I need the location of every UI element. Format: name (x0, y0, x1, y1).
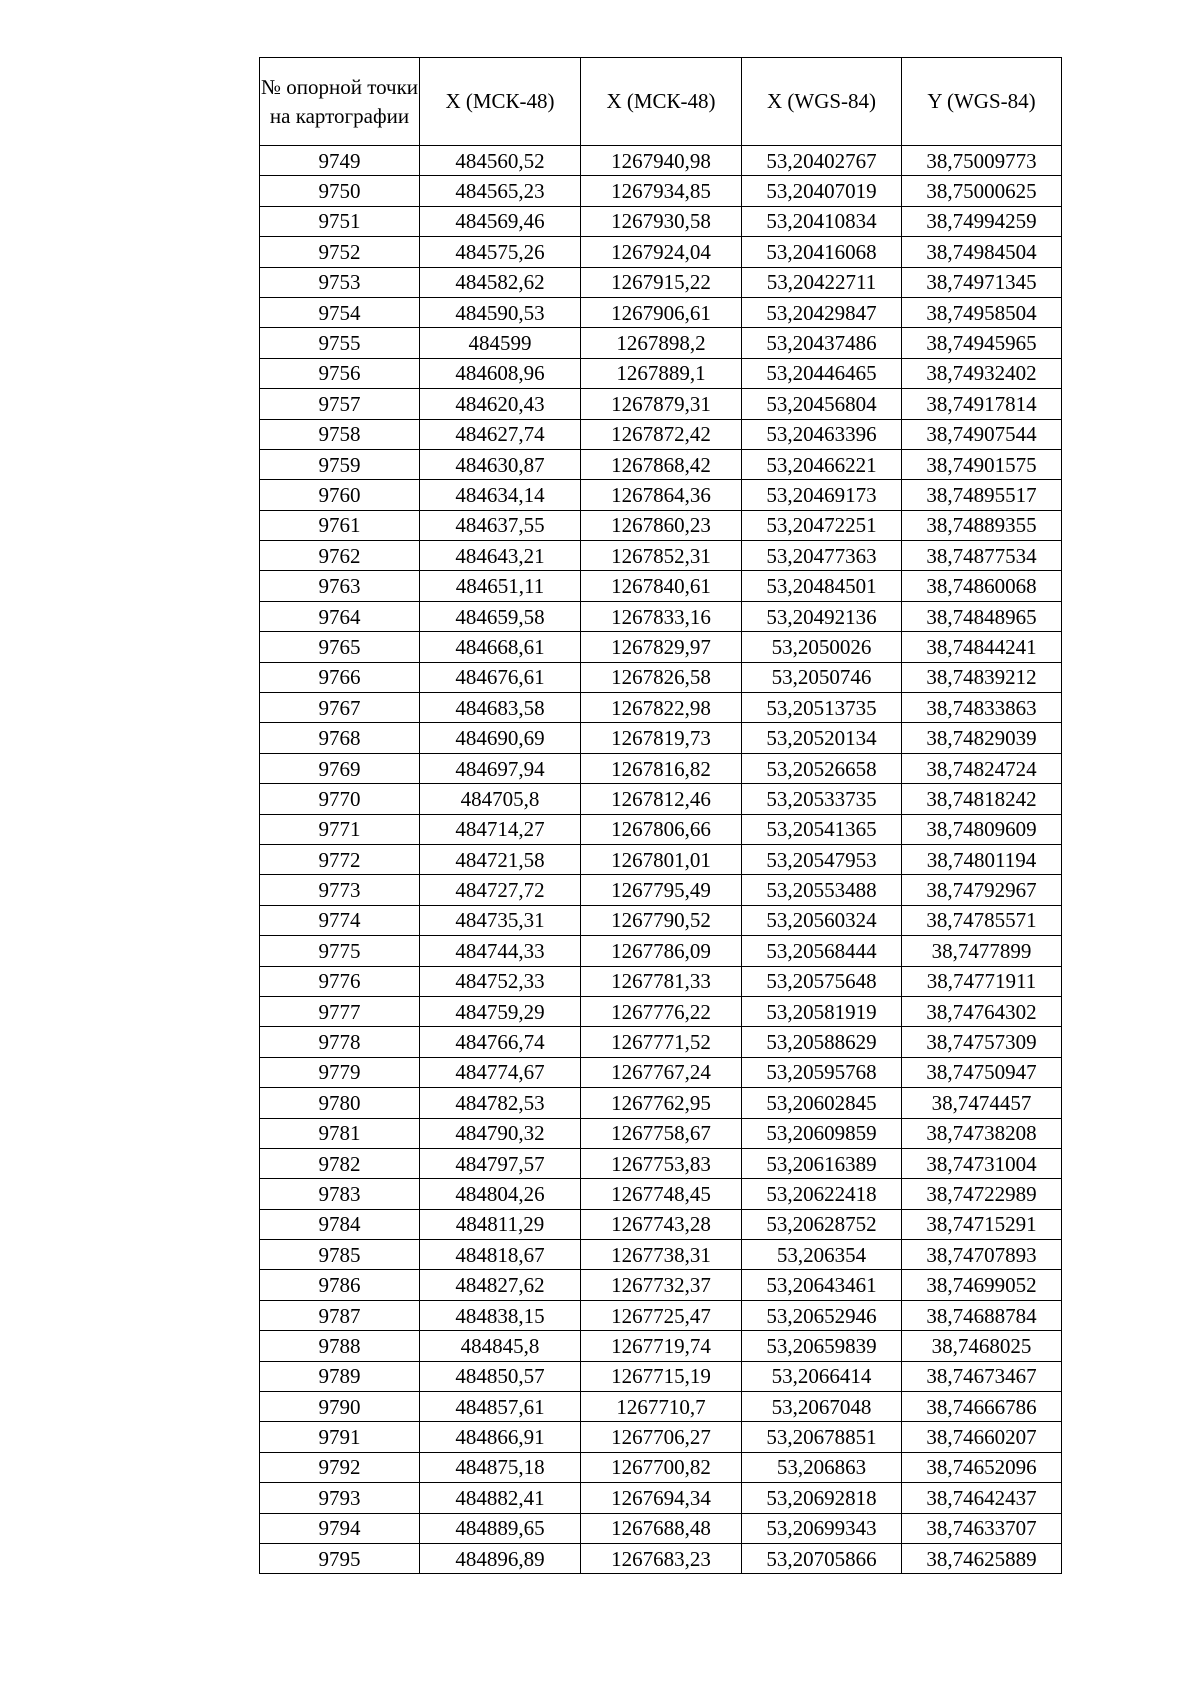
cell-x-wgs84: 53,20678851 (742, 1422, 902, 1452)
cell-point-number: 9785 (260, 1240, 420, 1270)
cell-point-number: 9795 (260, 1543, 420, 1573)
cell-point-number: 9774 (260, 905, 420, 935)
cell-x-wgs84: 53,20541365 (742, 814, 902, 844)
cell-x-wgs84: 53,20477363 (742, 541, 902, 571)
cell-y-wgs84: 38,74818242 (902, 784, 1062, 814)
cell-x-wgs84: 53,20429847 (742, 297, 902, 327)
table-row (260, 297, 1062, 327)
cell-x-msk48-second: 1267719,74 (581, 1331, 742, 1361)
cell-x-msk48-second: 1267753,83 (581, 1148, 742, 1178)
cell-y-wgs84: 38,74757309 (902, 1027, 1062, 1057)
cell-point-number: 9782 (260, 1148, 420, 1178)
cell-x-msk48-second: 1267748,45 (581, 1179, 742, 1209)
cell-x-wgs84: 53,2050026 (742, 632, 902, 662)
cell-y-wgs84: 38,74642437 (902, 1483, 1062, 1513)
table-row (260, 1331, 1062, 1361)
cell-point-number: 9787 (260, 1300, 420, 1330)
cell-x-msk48: 484634,14 (420, 480, 581, 510)
cell-x-wgs84: 53,20622418 (742, 1179, 902, 1209)
cell-y-wgs84: 38,74707893 (902, 1240, 1062, 1270)
table-row (260, 1361, 1062, 1391)
cell-point-number: 9753 (260, 267, 420, 297)
cell-point-number: 9776 (260, 966, 420, 996)
table-row (260, 966, 1062, 996)
table-row (260, 1179, 1062, 1209)
cell-x-msk48-second: 1267934,85 (581, 176, 742, 206)
cell-point-number: 9772 (260, 844, 420, 874)
cell-x-msk48: 484838,15 (420, 1300, 581, 1330)
cell-x-wgs84: 53,20705866 (742, 1543, 902, 1573)
cell-x-msk48-second: 1267898,2 (581, 328, 742, 358)
cell-x-wgs84: 53,20581919 (742, 996, 902, 1026)
cell-x-msk48: 484752,33 (420, 966, 581, 996)
cell-y-wgs84: 38,74660207 (902, 1422, 1062, 1452)
cell-point-number: 9751 (260, 206, 420, 236)
cell-x-msk48: 484630,87 (420, 449, 581, 479)
cell-y-wgs84: 38,74625889 (902, 1543, 1062, 1573)
cell-y-wgs84: 38,74785571 (902, 905, 1062, 935)
cell-x-msk48-second: 1267840,61 (581, 571, 742, 601)
cell-point-number: 9749 (260, 146, 420, 176)
cell-x-msk48: 484896,89 (420, 1543, 581, 1573)
cell-x-msk48: 484790,32 (420, 1118, 581, 1148)
cell-x-wgs84: 53,20416068 (742, 237, 902, 267)
cell-y-wgs84: 38,74699052 (902, 1270, 1062, 1300)
cell-point-number: 9788 (260, 1331, 420, 1361)
cell-x-msk48-second: 1267872,42 (581, 419, 742, 449)
cell-x-msk48-second: 1267758,67 (581, 1118, 742, 1148)
table-row (260, 1240, 1062, 1270)
cell-point-number: 9750 (260, 176, 420, 206)
table-row (260, 449, 1062, 479)
cell-x-msk48-second: 1267852,31 (581, 541, 742, 571)
cell-point-number: 9754 (260, 297, 420, 327)
cell-x-msk48: 484608,96 (420, 358, 581, 388)
table-row (260, 1148, 1062, 1178)
cell-x-msk48-second: 1267767,24 (581, 1057, 742, 1087)
cell-y-wgs84: 38,74809609 (902, 814, 1062, 844)
cell-x-wgs84: 53,20492136 (742, 601, 902, 631)
cell-x-msk48: 484705,8 (420, 784, 581, 814)
cell-x-msk48: 484714,27 (420, 814, 581, 844)
cell-x-wgs84: 53,206354 (742, 1240, 902, 1270)
cell-x-wgs84: 53,20533735 (742, 784, 902, 814)
cell-x-msk48: 484697,94 (420, 753, 581, 783)
cell-point-number: 9783 (260, 1179, 420, 1209)
table-row (260, 905, 1062, 935)
cell-x-msk48: 484845,8 (420, 1331, 581, 1361)
cell-x-msk48-second: 1267879,31 (581, 389, 742, 419)
cell-x-msk48: 484683,58 (420, 693, 581, 723)
cell-x-wgs84: 53,20560324 (742, 905, 902, 935)
cell-point-number: 9766 (260, 662, 420, 692)
cell-point-number: 9778 (260, 1027, 420, 1057)
table-row (260, 1027, 1062, 1057)
cell-x-msk48: 484774,67 (420, 1057, 581, 1087)
cell-x-wgs84: 53,20553488 (742, 875, 902, 905)
table-row (260, 1118, 1062, 1148)
table-row (260, 480, 1062, 510)
header-y-wgs84: Y (WGS-84) (902, 58, 1062, 146)
cell-point-number: 9752 (260, 237, 420, 267)
cell-y-wgs84: 38,74731004 (902, 1148, 1062, 1178)
cell-y-wgs84: 38,74945965 (902, 328, 1062, 358)
table-row (260, 601, 1062, 631)
cell-x-msk48: 484759,29 (420, 996, 581, 1026)
cell-point-number: 9789 (260, 1361, 420, 1391)
cell-x-msk48: 484766,74 (420, 1027, 581, 1057)
cell-x-msk48-second: 1267732,37 (581, 1270, 742, 1300)
cell-x-msk48: 484782,53 (420, 1088, 581, 1118)
cell-x-wgs84: 53,20628752 (742, 1209, 902, 1239)
cell-x-msk48-second: 1267776,22 (581, 996, 742, 1026)
cell-y-wgs84: 38,75009773 (902, 146, 1062, 176)
cell-x-msk48: 484637,55 (420, 510, 581, 540)
cell-x-wgs84: 53,20469173 (742, 480, 902, 510)
cell-x-wgs84: 53,20575648 (742, 966, 902, 996)
table-row (260, 814, 1062, 844)
cell-x-msk48: 484866,91 (420, 1422, 581, 1452)
cell-x-msk48: 484875,18 (420, 1452, 581, 1482)
cell-x-wgs84: 53,20463396 (742, 419, 902, 449)
cell-x-wgs84: 53,20437486 (742, 328, 902, 358)
cell-y-wgs84: 38,74771911 (902, 966, 1062, 996)
cell-x-wgs84: 53,20484501 (742, 571, 902, 601)
header-x-msk48: X (МСК-48) (420, 58, 581, 146)
cell-point-number: 9764 (260, 601, 420, 631)
cell-y-wgs84: 38,74889355 (902, 510, 1062, 540)
cell-x-msk48-second: 1267771,52 (581, 1027, 742, 1057)
cell-point-number: 9770 (260, 784, 420, 814)
cell-y-wgs84: 38,74722989 (902, 1179, 1062, 1209)
cell-x-wgs84: 53,20588629 (742, 1027, 902, 1057)
cell-x-msk48-second: 1267706,27 (581, 1422, 742, 1452)
cell-x-msk48: 484565,23 (420, 176, 581, 206)
cell-x-msk48: 484735,31 (420, 905, 581, 935)
cell-y-wgs84: 38,74971345 (902, 267, 1062, 297)
cell-point-number: 9784 (260, 1209, 420, 1239)
coordinates-table (259, 57, 1062, 1574)
cell-y-wgs84: 38,74633707 (902, 1513, 1062, 1543)
cell-y-wgs84: 38,74801194 (902, 844, 1062, 874)
cell-y-wgs84: 38,74750947 (902, 1057, 1062, 1087)
cell-x-msk48: 484811,29 (420, 1209, 581, 1239)
cell-y-wgs84: 38,7468025 (902, 1331, 1062, 1361)
cell-x-msk48-second: 1267826,58 (581, 662, 742, 692)
cell-x-msk48-second: 1267786,09 (581, 936, 742, 966)
table-row (260, 723, 1062, 753)
cell-point-number: 9769 (260, 753, 420, 783)
cell-x-msk48-second: 1267816,82 (581, 753, 742, 783)
cell-point-number: 9762 (260, 541, 420, 571)
cell-point-number: 9791 (260, 1422, 420, 1452)
cell-x-msk48: 484651,11 (420, 571, 581, 601)
cell-y-wgs84: 38,74792967 (902, 875, 1062, 905)
cell-x-msk48-second: 1267806,66 (581, 814, 742, 844)
cell-y-wgs84: 38,74895517 (902, 480, 1062, 510)
cell-y-wgs84: 38,74984504 (902, 237, 1062, 267)
cell-x-msk48: 484590,53 (420, 297, 581, 327)
cell-x-msk48-second: 1267829,97 (581, 632, 742, 662)
cell-point-number: 9781 (260, 1118, 420, 1148)
table-row (260, 996, 1062, 1026)
cell-y-wgs84: 38,74848965 (902, 601, 1062, 631)
cell-x-msk48-second: 1267819,73 (581, 723, 742, 753)
cell-x-msk48: 484727,72 (420, 875, 581, 905)
table-row (260, 419, 1062, 449)
cell-x-msk48: 484857,61 (420, 1392, 581, 1422)
cell-x-msk48: 484582,62 (420, 267, 581, 297)
cell-x-wgs84: 53,20547953 (742, 844, 902, 874)
header-row (260, 58, 1062, 146)
cell-x-wgs84: 53,20513735 (742, 693, 902, 723)
cell-y-wgs84: 38,74994259 (902, 206, 1062, 236)
cell-x-msk48-second: 1267812,46 (581, 784, 742, 814)
table-row (260, 358, 1062, 388)
cell-x-wgs84: 53,20520134 (742, 723, 902, 753)
cell-x-msk48: 484575,26 (420, 237, 581, 267)
cell-y-wgs84: 38,74688784 (902, 1300, 1062, 1330)
cell-x-msk48-second: 1267924,04 (581, 237, 742, 267)
cell-x-msk48-second: 1267801,01 (581, 844, 742, 874)
cell-x-msk48-second: 1267864,36 (581, 480, 742, 510)
cell-x-msk48-second: 1267700,82 (581, 1452, 742, 1482)
table-row (260, 237, 1062, 267)
cell-y-wgs84: 38,74824724 (902, 753, 1062, 783)
cell-x-msk48: 484889,65 (420, 1513, 581, 1543)
cell-x-msk48-second: 1267683,23 (581, 1543, 742, 1573)
cell-y-wgs84: 38,74666786 (902, 1392, 1062, 1422)
cell-point-number: 9792 (260, 1452, 420, 1482)
cell-x-wgs84: 53,20692818 (742, 1483, 902, 1513)
cell-y-wgs84: 38,74833863 (902, 693, 1062, 723)
cell-x-msk48-second: 1267694,34 (581, 1483, 742, 1513)
table-row (260, 1392, 1062, 1422)
cell-x-msk48-second: 1267781,33 (581, 966, 742, 996)
cell-x-wgs84: 53,206863 (742, 1452, 902, 1482)
table-row (260, 1209, 1062, 1239)
table-row (260, 1483, 1062, 1513)
header-point-number: № опорной точки на картографии (260, 58, 420, 146)
table-row (260, 693, 1062, 723)
cell-x-msk48-second: 1267889,1 (581, 358, 742, 388)
cell-x-msk48-second: 1267906,61 (581, 297, 742, 327)
cell-y-wgs84: 38,74932402 (902, 358, 1062, 388)
cell-point-number: 9793 (260, 1483, 420, 1513)
cell-y-wgs84: 38,74958504 (902, 297, 1062, 327)
cell-x-msk48-second: 1267743,28 (581, 1209, 742, 1239)
table-row (260, 389, 1062, 419)
cell-x-msk48-second: 1267860,23 (581, 510, 742, 540)
header-x-msk48-second: X (МСК-48) (581, 58, 742, 146)
cell-x-wgs84: 53,20652946 (742, 1300, 902, 1330)
cell-point-number: 9779 (260, 1057, 420, 1087)
table-body (260, 146, 1062, 1574)
cell-y-wgs84: 38,7477899 (902, 936, 1062, 966)
cell-point-number: 9755 (260, 328, 420, 358)
cell-y-wgs84: 38,74829039 (902, 723, 1062, 753)
cell-x-msk48: 484659,58 (420, 601, 581, 631)
table-row (260, 1543, 1062, 1573)
cell-point-number: 9760 (260, 480, 420, 510)
cell-x-msk48: 484797,57 (420, 1148, 581, 1178)
table-row (260, 632, 1062, 662)
cell-x-wgs84: 53,20526658 (742, 753, 902, 783)
table-row (260, 267, 1062, 297)
cell-x-msk48: 484804,26 (420, 1179, 581, 1209)
cell-x-msk48-second: 1267762,95 (581, 1088, 742, 1118)
cell-x-wgs84: 53,20659839 (742, 1331, 902, 1361)
cell-point-number: 9775 (260, 936, 420, 966)
cell-point-number: 9767 (260, 693, 420, 723)
cell-x-wgs84: 53,20466221 (742, 449, 902, 479)
table-row (260, 784, 1062, 814)
cell-y-wgs84: 38,74917814 (902, 389, 1062, 419)
cell-point-number: 9773 (260, 875, 420, 905)
cell-x-msk48: 484721,58 (420, 844, 581, 874)
table-row (260, 1513, 1062, 1543)
cell-point-number: 9761 (260, 510, 420, 540)
table-row (260, 753, 1062, 783)
cell-y-wgs84: 38,74738208 (902, 1118, 1062, 1148)
cell-x-wgs84: 53,20407019 (742, 176, 902, 206)
cell-x-wgs84: 53,20472251 (742, 510, 902, 540)
cell-point-number: 9763 (260, 571, 420, 601)
cell-point-number: 9758 (260, 419, 420, 449)
cell-x-msk48: 484818,67 (420, 1240, 581, 1270)
cell-y-wgs84: 38,74673467 (902, 1361, 1062, 1391)
cell-x-wgs84: 53,20602845 (742, 1088, 902, 1118)
table-row (260, 936, 1062, 966)
cell-x-msk48-second: 1267795,49 (581, 875, 742, 905)
cell-y-wgs84: 38,75000625 (902, 176, 1062, 206)
cell-x-msk48-second: 1267688,48 (581, 1513, 742, 1543)
cell-x-msk48: 484560,52 (420, 146, 581, 176)
cell-x-msk48: 484620,43 (420, 389, 581, 419)
cell-x-msk48-second: 1267833,16 (581, 601, 742, 631)
cell-x-msk48-second: 1267738,31 (581, 1240, 742, 1270)
cell-x-wgs84: 53,2066414 (742, 1361, 902, 1391)
cell-x-wgs84: 53,20643461 (742, 1270, 902, 1300)
cell-y-wgs84: 38,74901575 (902, 449, 1062, 479)
cell-x-wgs84: 53,2050746 (742, 662, 902, 692)
cell-x-wgs84: 53,20568444 (742, 936, 902, 966)
cell-point-number: 9757 (260, 389, 420, 419)
cell-x-wgs84: 53,20456804 (742, 389, 902, 419)
cell-x-wgs84: 53,20422711 (742, 267, 902, 297)
table-row (260, 510, 1062, 540)
cell-y-wgs84: 38,74715291 (902, 1209, 1062, 1239)
cell-x-msk48-second: 1267715,19 (581, 1361, 742, 1391)
cell-y-wgs84: 38,74860068 (902, 571, 1062, 601)
cell-x-msk48: 484668,61 (420, 632, 581, 662)
cell-x-msk48: 484676,61 (420, 662, 581, 692)
cell-x-msk48: 484569,46 (420, 206, 581, 236)
cell-x-msk48-second: 1267940,98 (581, 146, 742, 176)
table-row (260, 1422, 1062, 1452)
cell-x-msk48: 484850,57 (420, 1361, 581, 1391)
table-row (260, 1057, 1062, 1087)
cell-x-msk48: 484690,69 (420, 723, 581, 753)
cell-y-wgs84: 38,74844241 (902, 632, 1062, 662)
cell-point-number: 9771 (260, 814, 420, 844)
cell-point-number: 9790 (260, 1392, 420, 1422)
cell-x-msk48: 484643,21 (420, 541, 581, 571)
cell-x-wgs84: 53,20616389 (742, 1148, 902, 1178)
cell-x-msk48-second: 1267822,98 (581, 693, 742, 723)
cell-x-wgs84: 53,20699343 (742, 1513, 902, 1543)
cell-y-wgs84: 38,74907544 (902, 419, 1062, 449)
cell-y-wgs84: 38,74877534 (902, 541, 1062, 571)
cell-x-msk48: 484599 (420, 328, 581, 358)
cell-point-number: 9756 (260, 358, 420, 388)
cell-x-wgs84: 53,20410834 (742, 206, 902, 236)
cell-x-msk48-second: 1267790,52 (581, 905, 742, 935)
table-row (260, 662, 1062, 692)
table-row (260, 176, 1062, 206)
cell-y-wgs84: 38,74839212 (902, 662, 1062, 692)
table-row (260, 571, 1062, 601)
table-row (260, 875, 1062, 905)
cell-x-msk48-second: 1267915,22 (581, 267, 742, 297)
table-row (260, 146, 1062, 176)
cell-y-wgs84: 38,7474457 (902, 1088, 1062, 1118)
table-row (260, 206, 1062, 236)
cell-x-wgs84: 53,20609859 (742, 1118, 902, 1148)
cell-x-msk48: 484627,74 (420, 419, 581, 449)
cell-point-number: 9794 (260, 1513, 420, 1543)
table-row (260, 1088, 1062, 1118)
cell-x-msk48-second: 1267710,7 (581, 1392, 742, 1422)
cell-point-number: 9777 (260, 996, 420, 1026)
table-row (260, 1452, 1062, 1482)
cell-x-wgs84: 53,20595768 (742, 1057, 902, 1087)
cell-point-number: 9765 (260, 632, 420, 662)
cell-point-number: 9768 (260, 723, 420, 753)
cell-x-msk48-second: 1267868,42 (581, 449, 742, 479)
cell-x-msk48: 484744,33 (420, 936, 581, 966)
header-x-wgs84: X (WGS-84) (742, 58, 902, 146)
cell-x-msk48: 484882,41 (420, 1483, 581, 1513)
cell-x-wgs84: 53,20446465 (742, 358, 902, 388)
cell-x-wgs84: 53,2067048 (742, 1392, 902, 1422)
table-row (260, 844, 1062, 874)
table-row (260, 1300, 1062, 1330)
table-header (260, 58, 1062, 146)
cell-x-msk48-second: 1267930,58 (581, 206, 742, 236)
cell-y-wgs84: 38,74652096 (902, 1452, 1062, 1482)
cell-point-number: 9780 (260, 1088, 420, 1118)
table-row (260, 1270, 1062, 1300)
cell-x-msk48-second: 1267725,47 (581, 1300, 742, 1330)
table-row (260, 541, 1062, 571)
cell-y-wgs84: 38,74764302 (902, 996, 1062, 1026)
cell-point-number: 9759 (260, 449, 420, 479)
table-row (260, 328, 1062, 358)
cell-point-number: 9786 (260, 1270, 420, 1300)
cell-x-msk48: 484827,62 (420, 1270, 581, 1300)
cell-x-wgs84: 53,20402767 (742, 146, 902, 176)
